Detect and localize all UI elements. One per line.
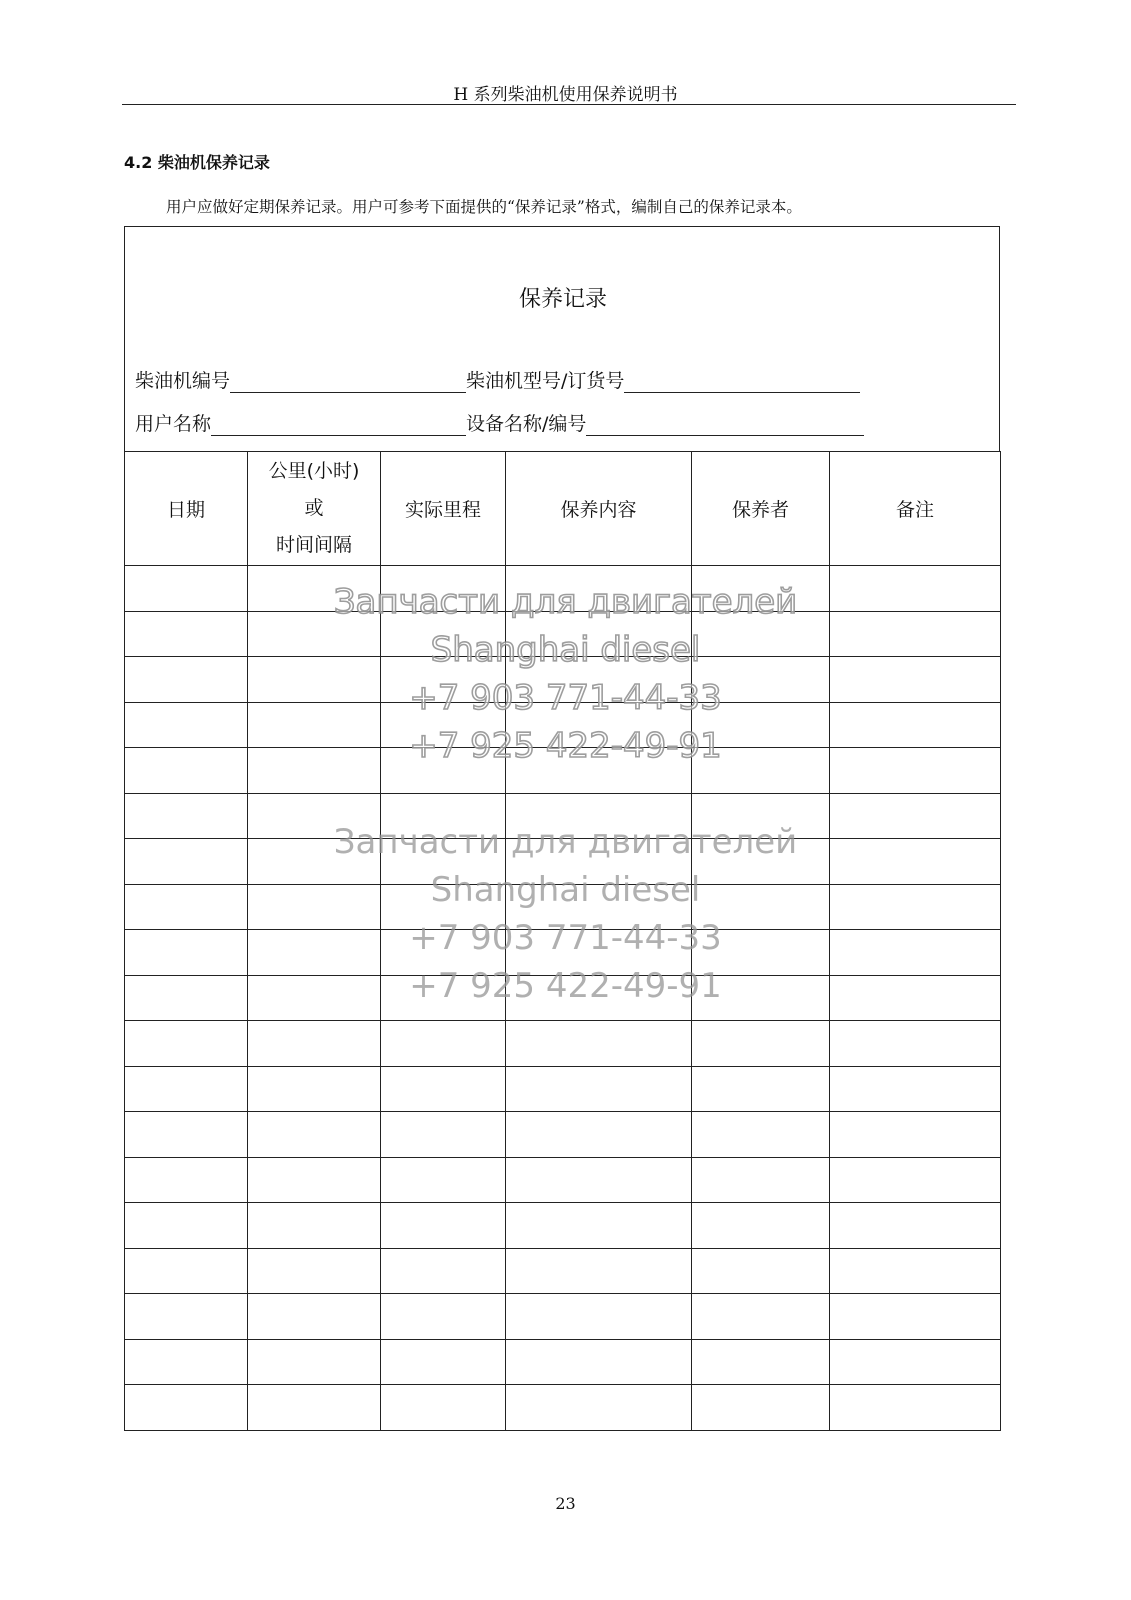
table-cell[interactable]	[248, 975, 381, 1021]
column-header-date: 日期	[125, 452, 248, 566]
table-row	[125, 1339, 1001, 1385]
table-cell[interactable]	[692, 1203, 830, 1249]
table-cell[interactable]	[830, 1203, 1001, 1249]
table-cell[interactable]	[125, 1385, 248, 1431]
table-cell[interactable]	[125, 930, 248, 976]
table-cell[interactable]	[692, 657, 830, 703]
table-cell[interactable]	[506, 1157, 692, 1203]
engine-model-blank[interactable]	[624, 372, 860, 393]
table-cell[interactable]	[248, 1385, 381, 1431]
watermark-outlined-line4: +7 925 422-49-91	[409, 726, 722, 766]
interval-header-line3: 时间间隔	[275, 534, 352, 556]
table-cell[interactable]	[248, 839, 381, 885]
table-cell[interactable]	[692, 1294, 830, 1340]
table-cell[interactable]	[381, 1203, 506, 1249]
table-cell[interactable]	[506, 884, 692, 930]
table-cell[interactable]	[506, 1112, 692, 1158]
document-header-title: H 系列柴油机使用保养说明书	[453, 85, 678, 105]
table-cell[interactable]	[830, 1248, 1001, 1294]
table-cell[interactable]	[125, 975, 248, 1021]
table-cell[interactable]	[506, 657, 692, 703]
table-cell[interactable]	[381, 1066, 506, 1112]
table-cell[interactable]	[830, 1339, 1001, 1385]
table-cell[interactable]	[692, 884, 830, 930]
table-cell[interactable]	[506, 566, 692, 612]
table-cell[interactable]	[830, 1385, 1001, 1431]
table-cell[interactable]	[692, 611, 830, 657]
table-cell[interactable]	[248, 748, 381, 794]
table-cell[interactable]	[125, 566, 248, 612]
table-cell[interactable]	[248, 1066, 381, 1112]
form-row-user	[135, 409, 864, 436]
table-cell[interactable]	[125, 1112, 248, 1158]
table-cell[interactable]	[830, 748, 1001, 794]
table-cell[interactable]	[830, 1112, 1001, 1158]
table-row	[125, 930, 1001, 976]
table-row	[125, 1203, 1001, 1249]
table-row	[125, 1112, 1001, 1158]
table-cell[interactable]	[381, 930, 506, 976]
table-cell[interactable]	[692, 1066, 830, 1112]
table-cell[interactable]	[692, 839, 830, 885]
column-header-actual-mileage: 实际里程	[381, 452, 506, 566]
table-cell[interactable]	[381, 839, 506, 885]
table-cell[interactable]	[381, 611, 506, 657]
watermark-solid-line3: +7 903 771-44-33	[409, 918, 722, 958]
table-row	[125, 1066, 1001, 1112]
table-cell[interactable]	[830, 884, 1001, 930]
table-cell[interactable]	[506, 1021, 692, 1067]
table-cell[interactable]	[248, 930, 381, 976]
column-header-interval	[248, 452, 381, 566]
table-cell[interactable]	[381, 1021, 506, 1067]
table-cell[interactable]	[125, 1294, 248, 1340]
engine-number-blank[interactable]	[230, 372, 466, 393]
table-cell[interactable]	[248, 1112, 381, 1158]
user-name-blank[interactable]	[211, 415, 466, 436]
table-cell[interactable]	[506, 1339, 692, 1385]
table-cell[interactable]	[692, 566, 830, 612]
table-cell[interactable]	[248, 1157, 381, 1203]
table-cell[interactable]	[692, 930, 830, 976]
form-title: 保养记录	[518, 287, 607, 312]
table-row	[125, 702, 1001, 748]
table-cell[interactable]	[248, 566, 381, 612]
table-cell[interactable]	[830, 1157, 1001, 1203]
section-heading: 4.2 柴油机保养记录	[124, 153, 270, 172]
table-cell[interactable]	[830, 1294, 1001, 1340]
table-cell[interactable]	[506, 1385, 692, 1431]
table-cell[interactable]	[830, 839, 1001, 885]
table-cell[interactable]	[506, 839, 692, 885]
equipment-blank[interactable]	[586, 415, 864, 436]
table-cell[interactable]	[692, 1112, 830, 1158]
table-cell[interactable]	[381, 1339, 506, 1385]
column-header-remarks: 备注	[830, 452, 1001, 566]
table-cell[interactable]	[381, 657, 506, 703]
table-cell[interactable]	[125, 1021, 248, 1067]
watermark-outlined-line1: Запчасти для двигателей	[333, 582, 798, 622]
watermark-solid-line1: Запчасти для двигателей	[333, 822, 798, 862]
table-cell[interactable]	[506, 1203, 692, 1249]
table-row	[125, 1294, 1001, 1340]
table-cell[interactable]	[830, 611, 1001, 657]
table-row	[125, 839, 1001, 885]
table-cell[interactable]	[381, 793, 506, 839]
table-cell[interactable]	[125, 611, 248, 657]
table-cell[interactable]	[506, 702, 692, 748]
table-body	[125, 566, 1001, 1431]
table-cell[interactable]	[506, 793, 692, 839]
table-cell[interactable]	[506, 975, 692, 1021]
table-row	[125, 566, 1001, 612]
table-cell[interactable]	[125, 793, 248, 839]
table-cell[interactable]	[125, 1339, 248, 1385]
table-cell[interactable]	[506, 1294, 692, 1340]
interval-header-line1: 公里(小时)	[268, 460, 360, 482]
table-cell[interactable]	[248, 1339, 381, 1385]
table-cell[interactable]	[830, 1021, 1001, 1067]
table-cell[interactable]	[692, 793, 830, 839]
table-cell[interactable]	[830, 702, 1001, 748]
maintenance-log-table	[124, 451, 1001, 1431]
table-cell[interactable]	[692, 1339, 830, 1385]
maintenance-record-form-header	[124, 226, 1000, 452]
table-cell[interactable]	[692, 702, 830, 748]
table-cell[interactable]	[506, 1066, 692, 1112]
table-cell[interactable]	[125, 657, 248, 703]
table-cell[interactable]	[506, 1248, 692, 1294]
table-cell[interactable]	[830, 566, 1001, 612]
page-number: 23	[555, 1494, 576, 1513]
table-cell[interactable]	[381, 1385, 506, 1431]
table-cell[interactable]	[381, 1248, 506, 1294]
table-cell[interactable]	[381, 1294, 506, 1340]
table-cell[interactable]	[125, 748, 248, 794]
table-row	[125, 657, 1001, 703]
header-divider	[122, 104, 1016, 105]
column-header-content: 保养内容	[506, 452, 692, 566]
table-cell[interactable]	[381, 884, 506, 930]
table-cell[interactable]	[248, 884, 381, 930]
table-cell[interactable]	[381, 702, 506, 748]
table-cell[interactable]	[248, 657, 381, 703]
table-cell[interactable]	[506, 748, 692, 794]
table-cell[interactable]	[248, 1203, 381, 1249]
table-cell[interactable]	[125, 1157, 248, 1203]
form-row-engine	[135, 366, 860, 393]
table-cell[interactable]	[506, 611, 692, 657]
table-cell[interactable]	[381, 748, 506, 794]
interval-header-line2: 或	[304, 497, 324, 519]
watermark-outlined-line3: +7 903 771-44-33	[409, 678, 722, 718]
table-cell[interactable]	[381, 1157, 506, 1203]
table-row	[125, 1021, 1001, 1067]
engine-model-label: 柴油机型号/订货号	[466, 370, 625, 392]
table-row	[125, 611, 1001, 657]
table-cell[interactable]	[830, 657, 1001, 703]
intro-paragraph: 用户应做好定期保养记录。用户可参考下面提供的“保养记录”格式，编制自己的保养记录本。	[166, 198, 802, 216]
table-cell[interactable]	[692, 1248, 830, 1294]
table-cell[interactable]	[125, 1203, 248, 1249]
table-cell[interactable]	[381, 975, 506, 1021]
table-row	[125, 884, 1001, 930]
table-cell[interactable]	[830, 793, 1001, 839]
table-cell[interactable]	[381, 1112, 506, 1158]
table-cell[interactable]	[506, 930, 692, 976]
table-cell[interactable]	[125, 702, 248, 748]
equipment-label: 设备名称/编号	[466, 413, 587, 435]
table-cell[interactable]	[692, 1157, 830, 1203]
table-cell[interactable]	[248, 793, 381, 839]
table-cell[interactable]	[248, 702, 381, 748]
table-cell[interactable]	[692, 748, 830, 794]
table-cell[interactable]	[248, 1021, 381, 1067]
table-cell[interactable]	[381, 566, 506, 612]
table-row	[125, 1385, 1001, 1431]
table-cell[interactable]	[830, 930, 1001, 976]
user-name-label: 用户名称	[135, 413, 212, 435]
table-cell[interactable]	[692, 1021, 830, 1067]
table-cell[interactable]	[248, 1294, 381, 1340]
table-cell[interactable]	[692, 1385, 830, 1431]
watermark-solid-line4: +7 925 422-49-91	[409, 966, 722, 1006]
table-row	[125, 748, 1001, 794]
table-cell[interactable]	[248, 1248, 381, 1294]
table-cell[interactable]	[248, 611, 381, 657]
table-cell[interactable]	[830, 1066, 1001, 1112]
table-cell[interactable]	[125, 1248, 248, 1294]
watermark-solid-line2: Shanghai diesel	[430, 870, 701, 910]
table-cell[interactable]	[125, 884, 248, 930]
table-cell[interactable]	[125, 839, 248, 885]
table-header-row	[125, 452, 1001, 566]
engine-number-label: 柴油机编号	[135, 370, 231, 392]
column-header-maintainer: 保养者	[692, 452, 830, 566]
table-cell[interactable]	[830, 975, 1001, 1021]
watermark-outlined-line2: Shanghai diesel	[430, 630, 701, 670]
table-cell[interactable]	[692, 975, 830, 1021]
table-row	[125, 793, 1001, 839]
table-row	[125, 1248, 1001, 1294]
table-row	[125, 1157, 1001, 1203]
table-row	[125, 975, 1001, 1021]
table-cell[interactable]	[125, 1066, 248, 1112]
